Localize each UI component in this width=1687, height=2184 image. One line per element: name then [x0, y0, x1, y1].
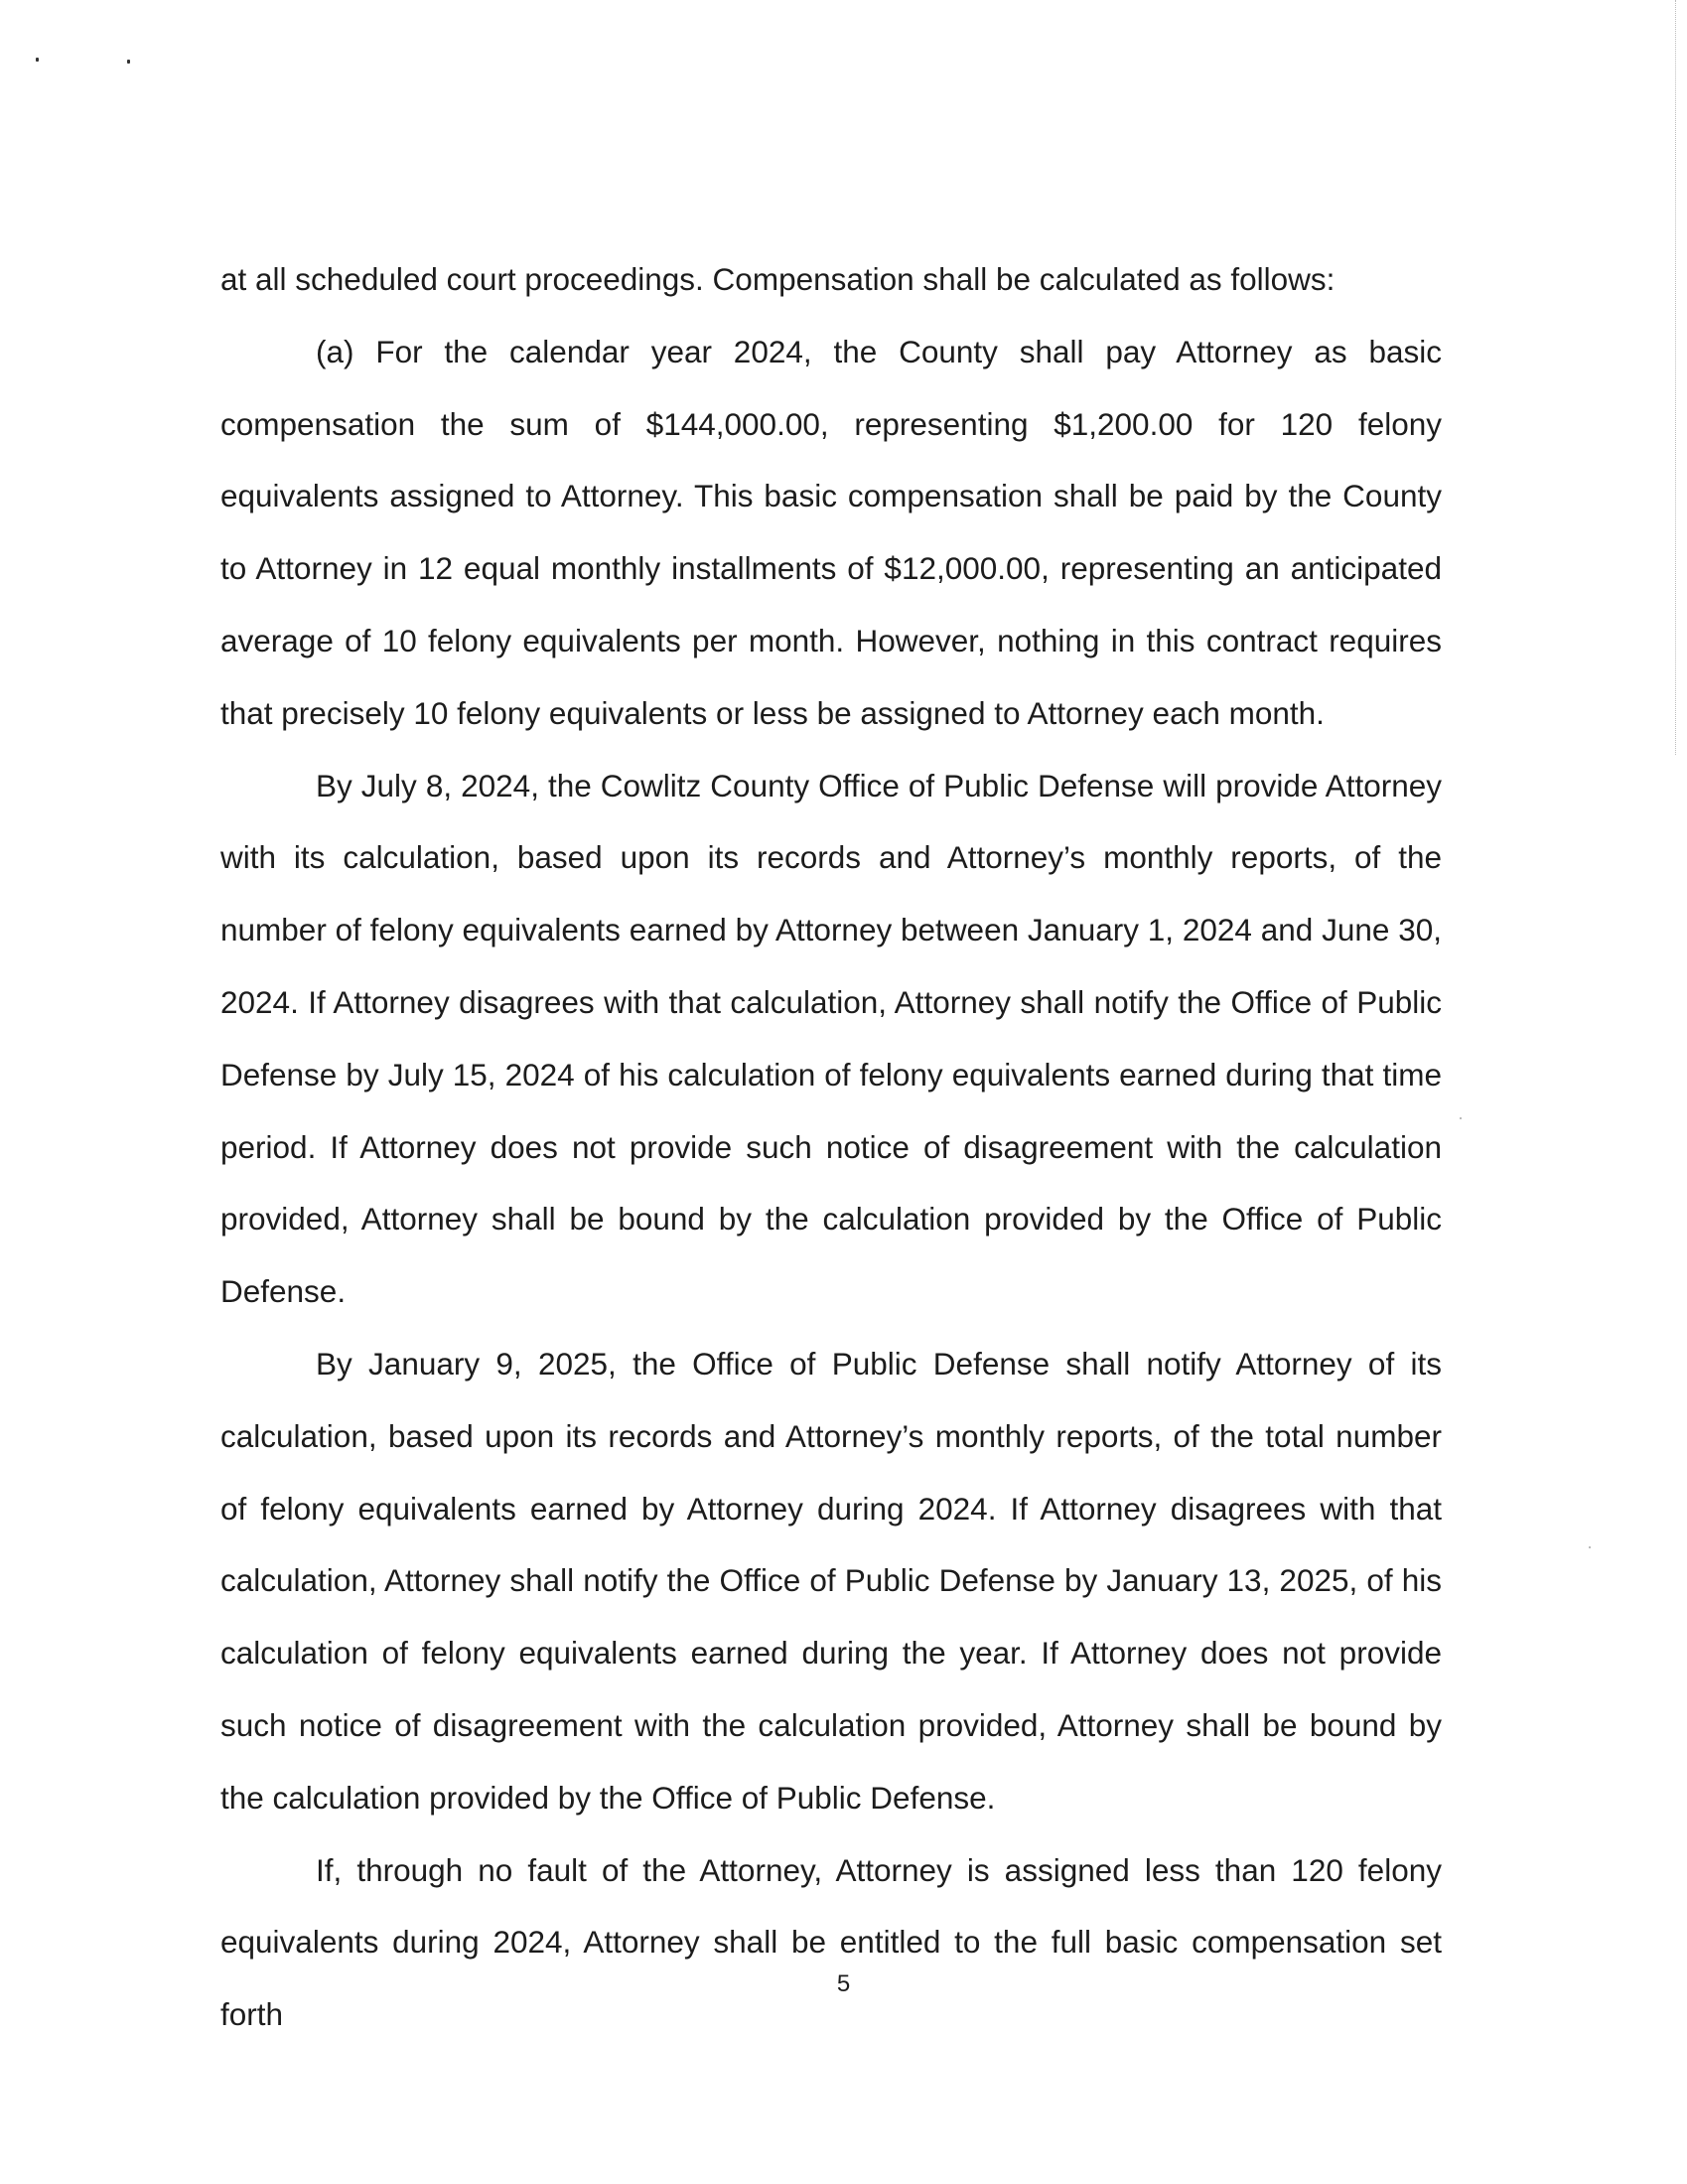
- document-body: [220, 243, 1442, 2051]
- scan-artifact-speck: [1589, 1546, 1591, 1548]
- paragraph-january-calculation: By January 9, 2025, the Office of Public Defense shall notify Attorney of its calculation, based upon its records and Attorney’s monthly reports, of the total number of felony equivalents earned by Attorney during 2024. If Attorney disagrees with that calculation, Attorney shall notify the Office of Public Defense by January 13, 2025, of his calculation of felony equivalents earned during the year. If Attorney does not provide such notice of disagreement with the calculation provided, Attorney shall be bound by the calculation provided by the Office of Public Defense.: [220, 1345, 1442, 1816]
- paragraph-item-a: (a) For the calendar year 2024, the County shall pay Attorney as basic compensation the sum of $144,000.00, representing $1,200.00 for 120 felony equivalents assigned to Attorney. This basic compensation shall be paid by the County to Attorney in 12 equal monthly installments of $12,000.00, representing an anticipated average of 10 felony equivalents per month. However, nothing in this contract requires that precisely 10 felony equivalents or less be assigned to Attorney each month.: [220, 333, 1442, 731]
- paragraph-july-calculation: By July 8, 2024, the Cowlitz County Office of Public Defense will provide Attorney with its calculation, based upon its records and Attorney’s monthly reports, of the number of felony equivalents earned by Attorney between January 1, 2024 and June 30, 2024. If Attorney disagrees with that calculation, Attorney shall notify the Office of Public Defense by July 15, 2024 of his calculation of felony equivalents earned during that time period. If Attorney does not provide such notice of disagreement with the calculation provided, Attorney shall be bound by the calculation provided by the Office of Public Defense.: [220, 767, 1442, 1310]
- paragraph-less-than-120: If, through no fault of the Attorney, Attorney is assigned less than 120 felony equivalents during 2024, Attorney shall be entitled to the full basic compensation set forth: [220, 1851, 1442, 2033]
- scan-artifact-dot: [36, 58, 39, 62]
- scan-artifact-speck: [1460, 1117, 1462, 1119]
- scan-edge-line: [1675, 0, 1676, 755]
- paragraph-continuation: at all scheduled court proceedings. Compensation shall be calculated as follows:: [220, 261, 1336, 297]
- page-number: 5: [836, 1970, 851, 1997]
- scan-artifact-dot: [127, 60, 130, 64]
